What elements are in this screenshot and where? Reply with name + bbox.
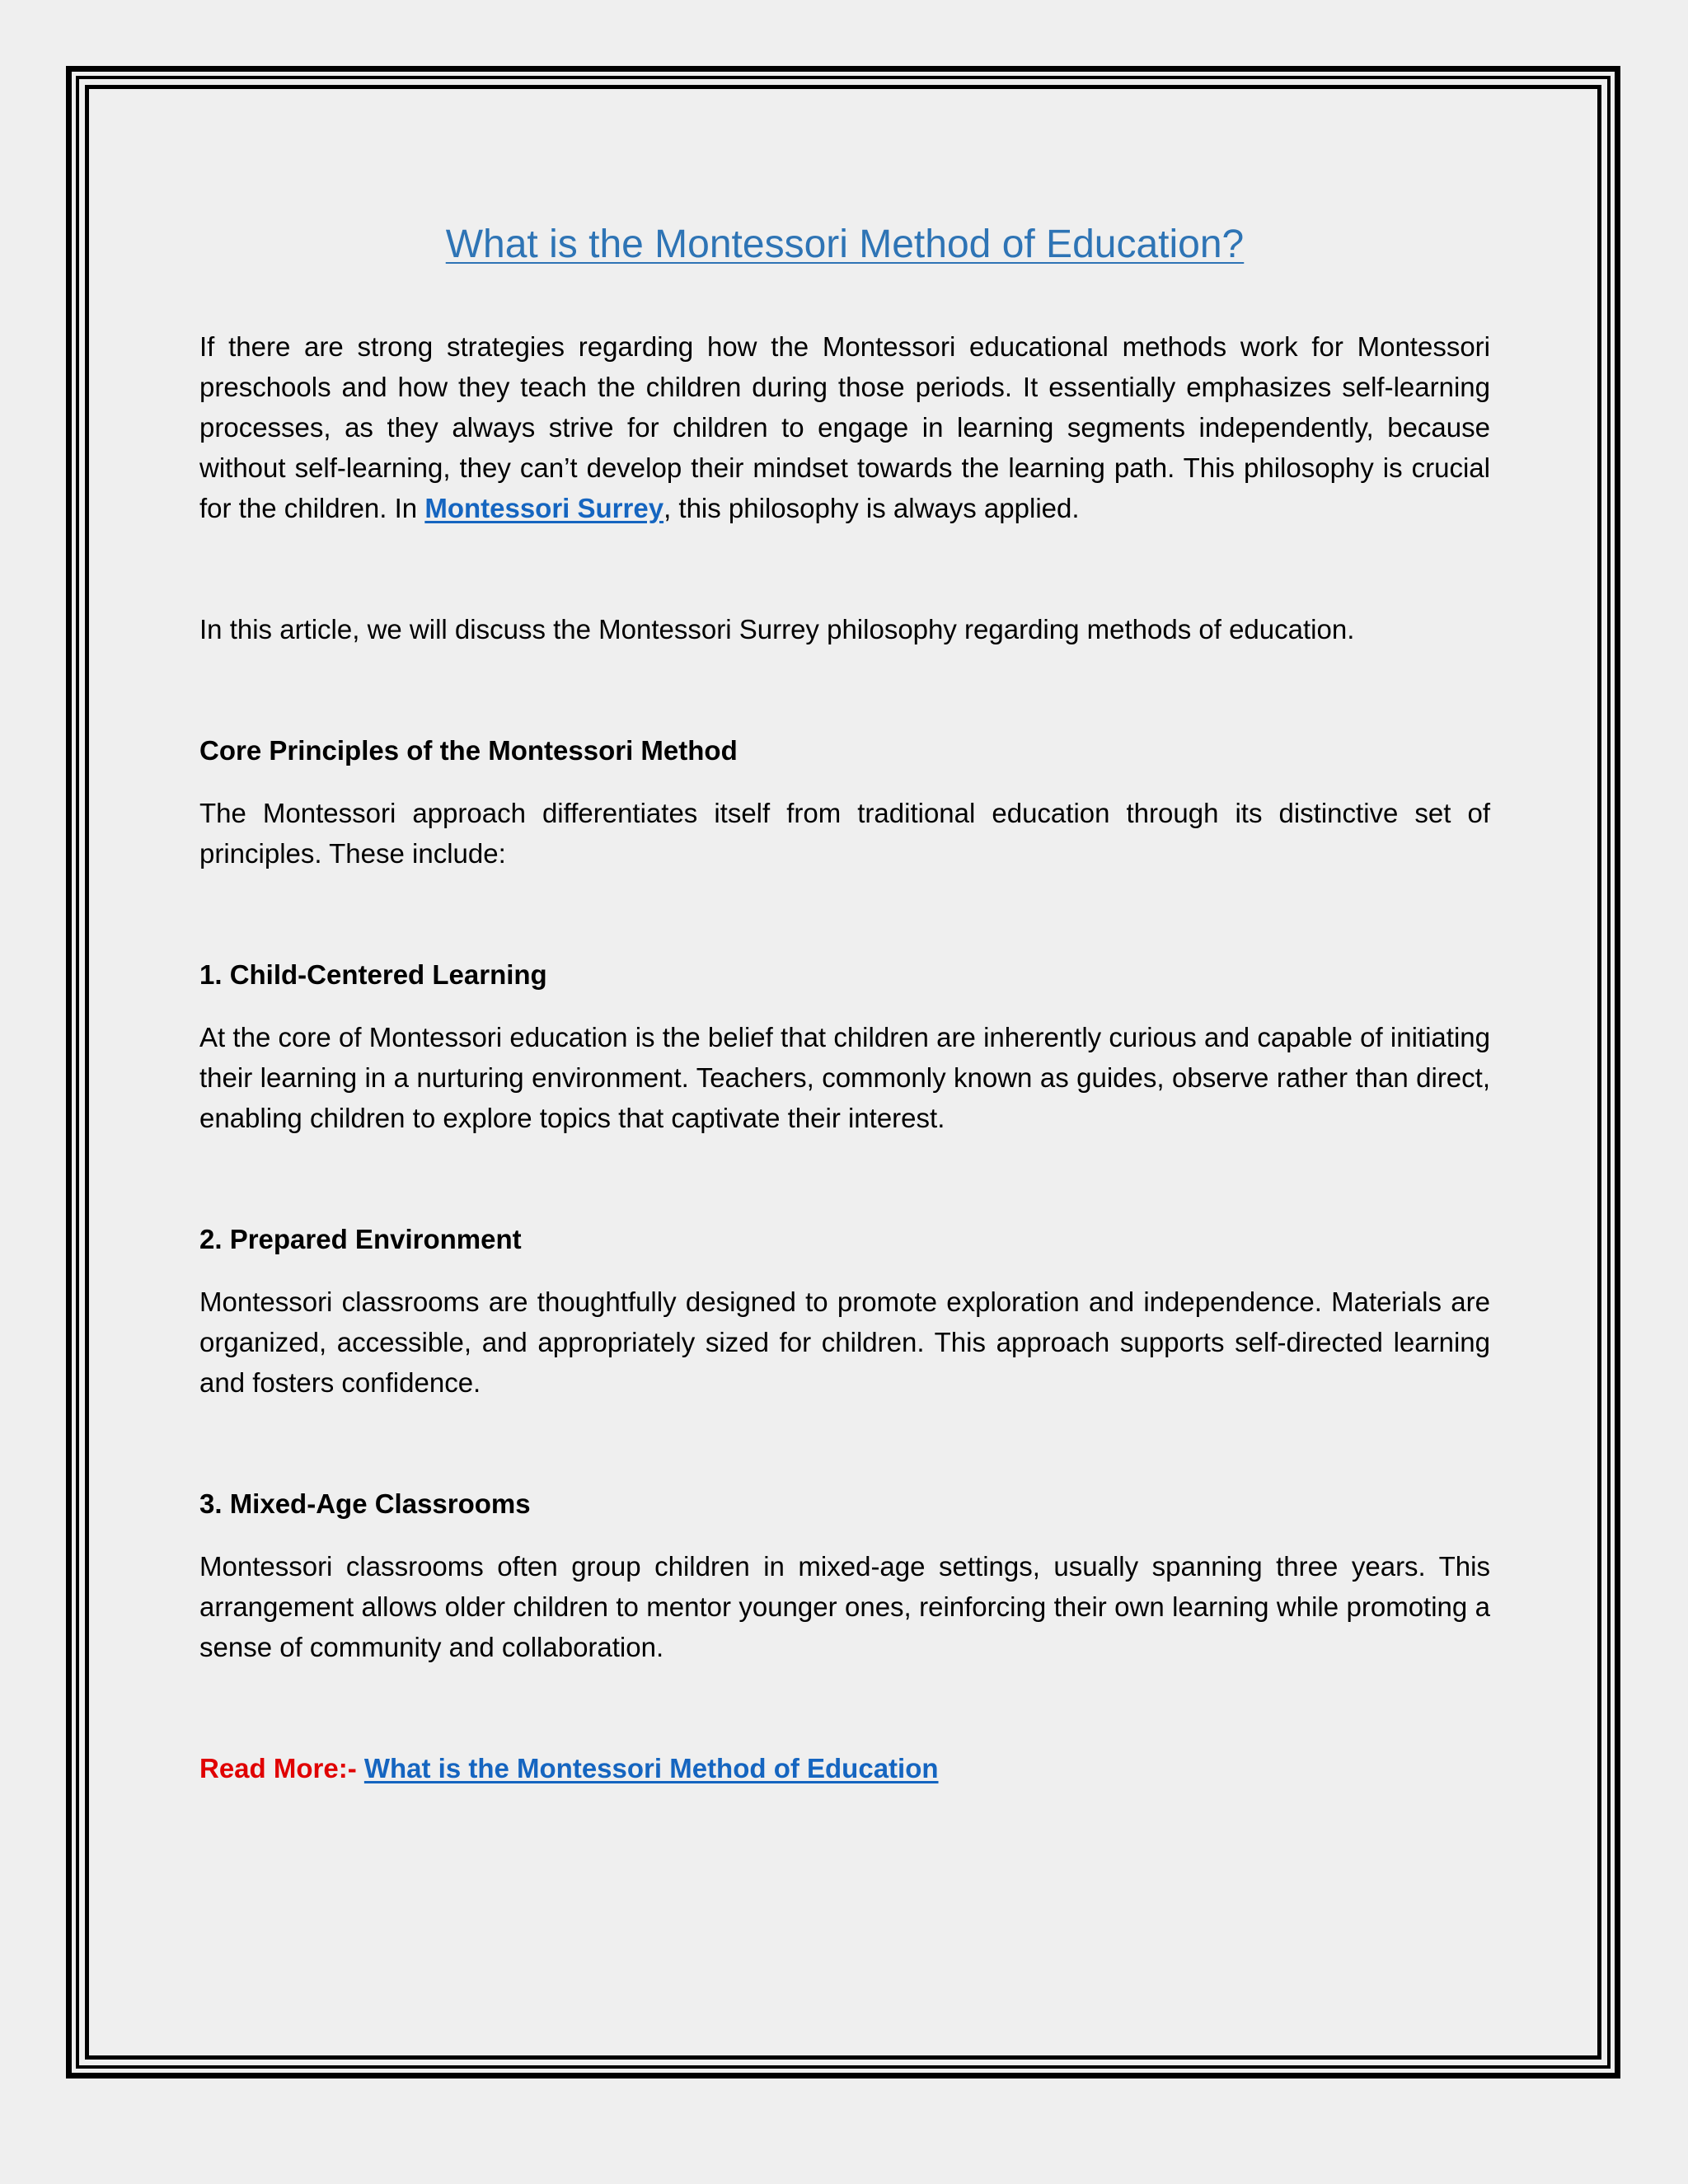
- section-heading-prepared-environment: 2. Prepared Environment: [199, 1223, 522, 1254]
- page-title[interactable]: What is the Montessori Method of Education?: [445, 223, 1245, 266]
- core-principles-heading: Core Principles of the Montessori Method: [199, 734, 738, 766]
- read-more-line: [199, 1748, 1490, 1788]
- core-principles-text: The Montessori approach differentiates itself from traditional education through its distinctive set of principles. These include:: [199, 797, 1490, 869]
- article-intro-line: In this article, we will discuss the Montessori Surrey philosophy regarding methods of education.: [199, 613, 1355, 644]
- read-more-link[interactable]: What is the Montessori Method of Education: [363, 1752, 939, 1783]
- read-more-label: Read More:-: [199, 1752, 357, 1783]
- montessori-surrey-link[interactable]: Montessori Surrey: [424, 492, 664, 523]
- section-text-mixed-age: Montessori classrooms often group children in mixed-age settings, usually spanning three years. This arrangement allows older children to mentor younger ones, reinforcing their own learning while promoting a sense of community and collaboration.: [199, 1550, 1490, 1662]
- section-heading-mixed-age: 3. Mixed-Age Classrooms: [199, 1488, 531, 1519]
- document-content: [199, 221, 1490, 1788]
- section-text-prepared-environment: Montessori classrooms are thoughtfully designed to promote exploration and independence. Materials are organized, accessible, and appropriately sized for children. This approach supports self-directed learning and fosters confidence.: [199, 1286, 1490, 1398]
- intro-text-after-link: , this philosophy is always applied.: [663, 492, 1080, 523]
- intro-paragraph: [199, 326, 1490, 528]
- section-text-child-centered: At the core of Montessori education is the belief that children are inherently curious and capable of initiating their learning in a nurturing environment. Teachers, commonly known as guides, observe rather than direct, enabling children to explore topics that captivate their interest.: [199, 1021, 1490, 1133]
- section-heading-child-centered: 1. Child-Centered Learning: [199, 958, 547, 990]
- intro-text-before-link: If there are strong strategies regarding how the Montessori educational methods work for Montessori preschools and how they teach the children during those periods. It essentially emphasizes self-learning processes, as they always strive for children to engage in learning segments independently, because without self-learning, they can’t develop their mindset towards the learning path. This philosophy is crucial for the children. In: [199, 330, 1490, 523]
